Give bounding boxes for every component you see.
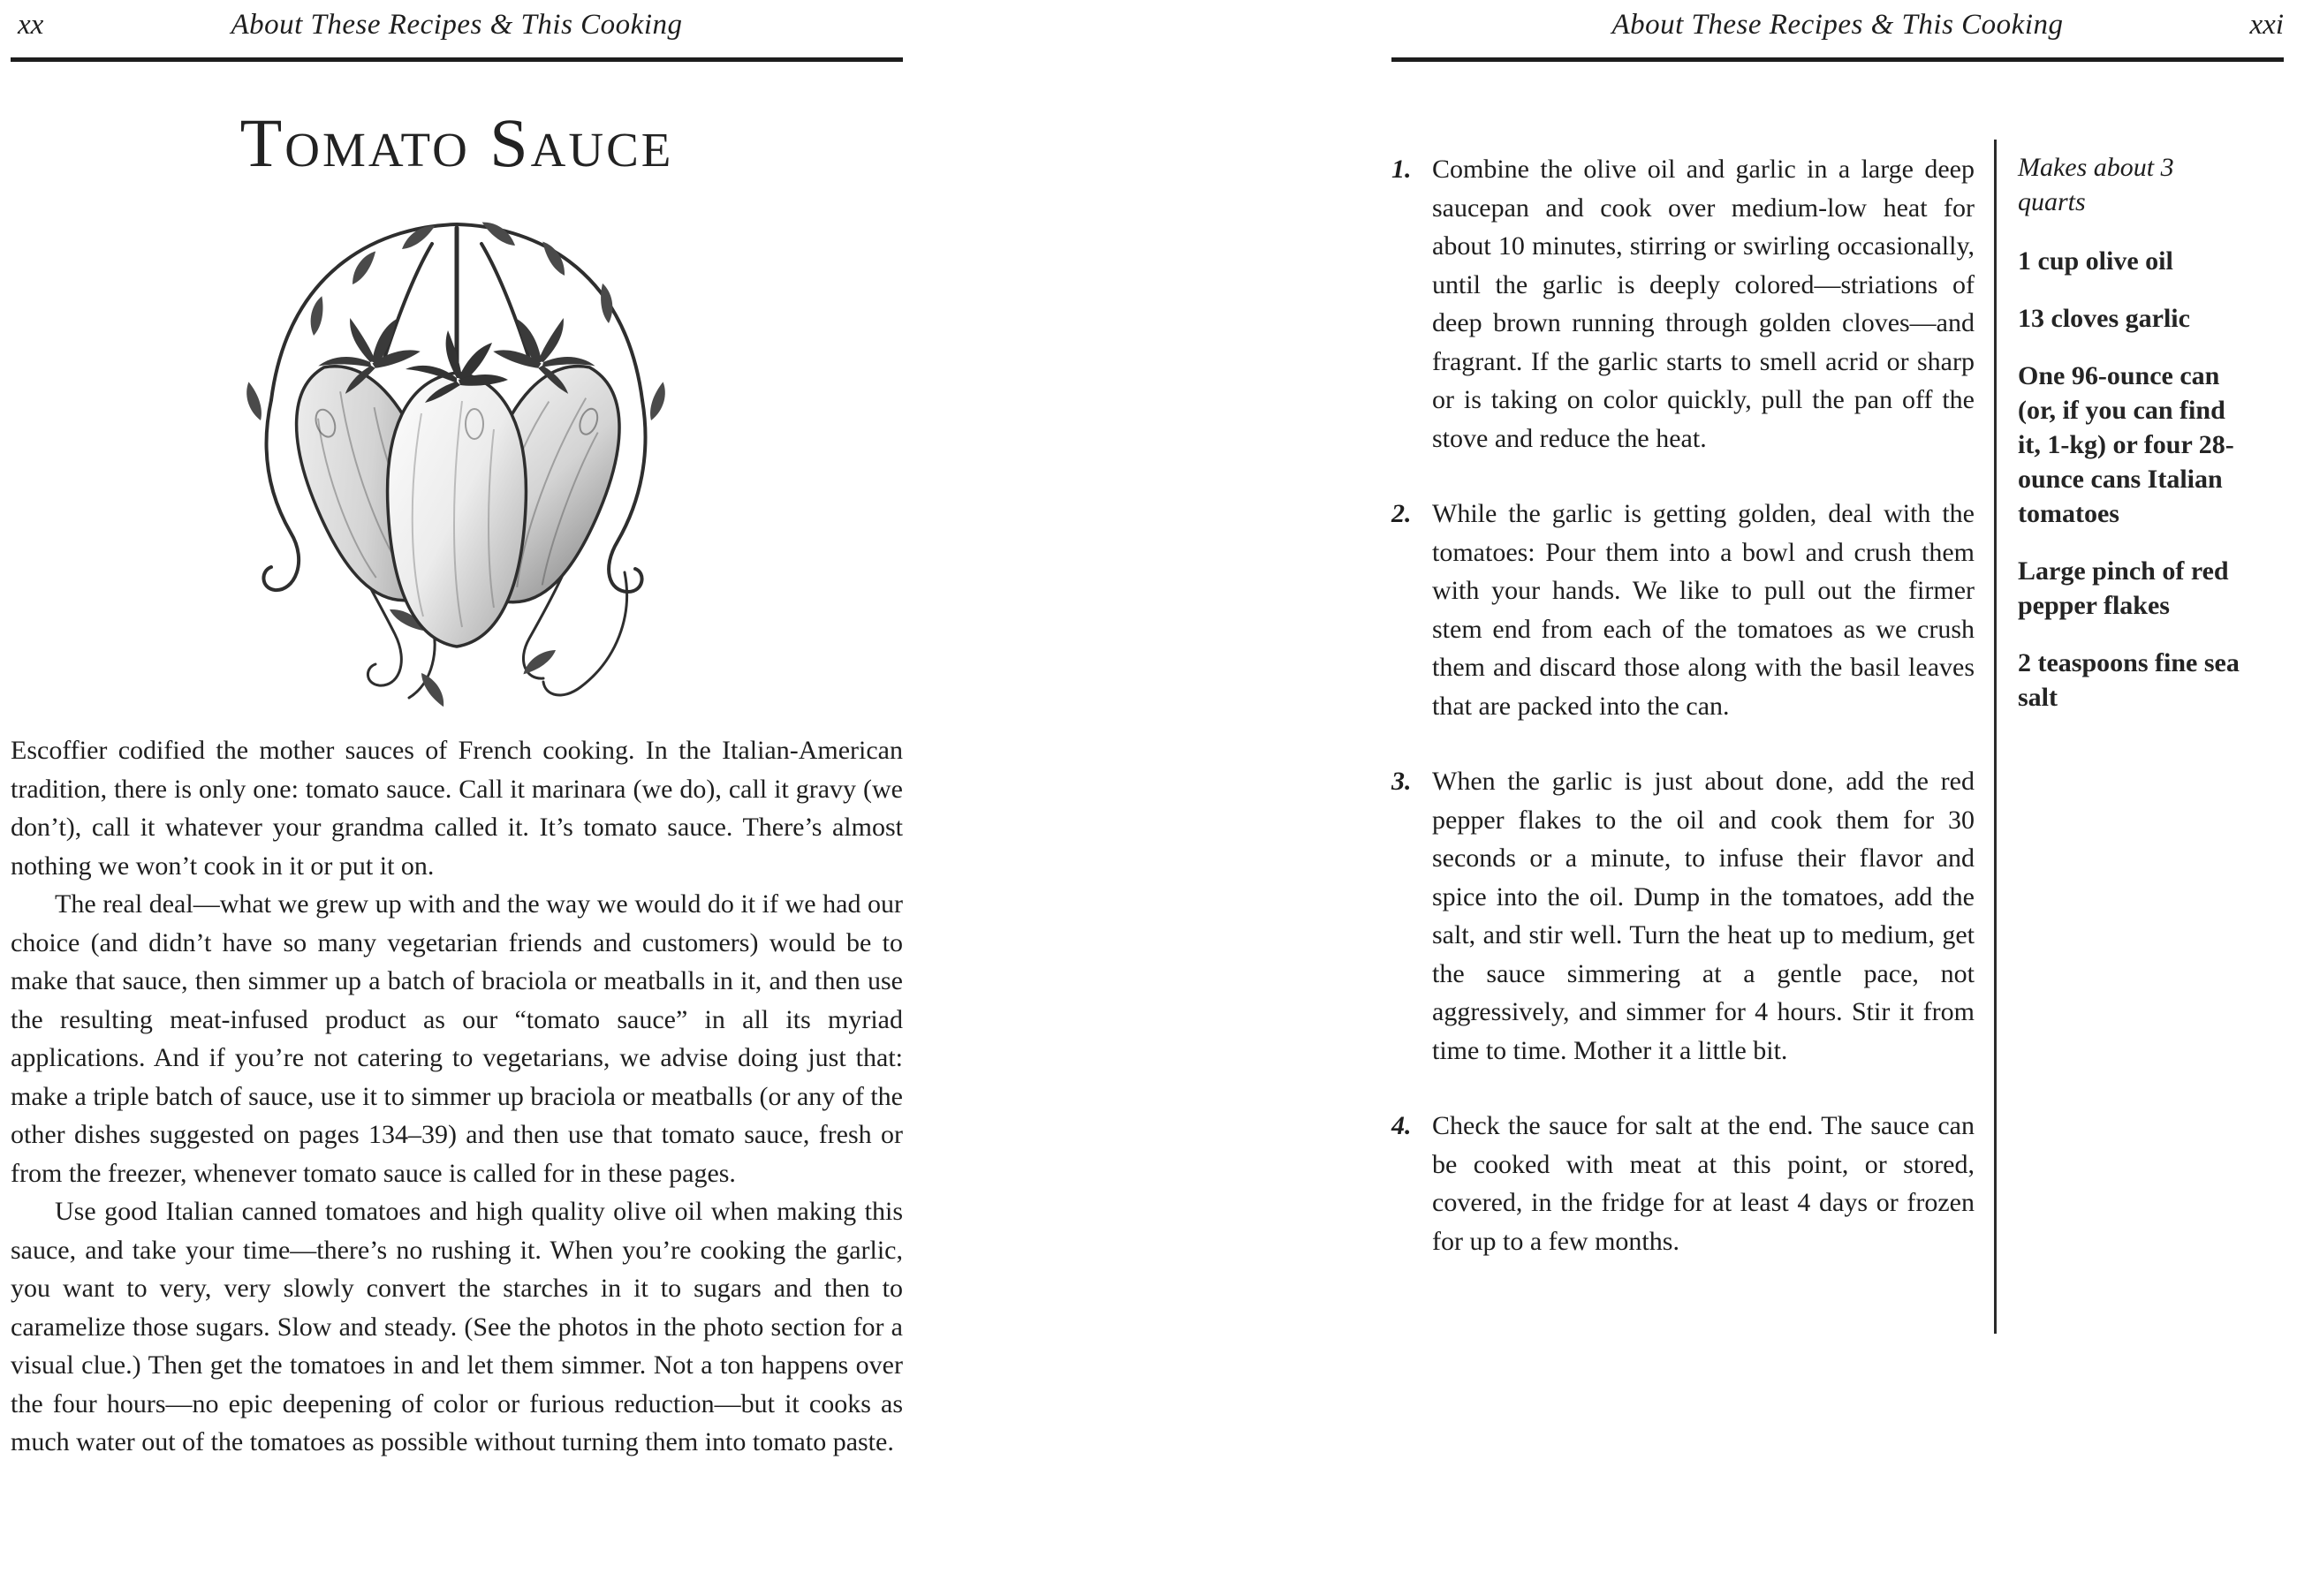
step-text: Combine the olive oil and garlic in a large deep saucepan and cook over medium-low heat for about 10 minutes, stirring or swirling occasionally, until the garlic is deeply colored—striations of deep brown running through golden cloves—and fragrant. If the garlic starts to smell acrid or sharp or is taking on color quickly, pull the pan off the stove and reduce the heat.: [1432, 155, 1975, 453]
step-number: 4.: [1391, 1111, 1412, 1140]
ingredients-divider-rule: [1994, 140, 1997, 1334]
step-text: When the garlic is just about done, add the red pepper flakes to the oil and cook them for 30 seconds or a minute, to infuse their flavor and spice into the oil. Dump in the tomatoes, add the salt, and stir well. Turn the heat up to medium, get the sauce simmering at a gentle pace, not aggressively, and simmer for 4 hours. Stir it from time to time. Mother it a little bit.: [1432, 767, 1975, 1065]
ingredient-sea-salt: 2 teaspoons fine sea salt: [2018, 648, 2240, 712]
right-page-number: xxi: [2249, 9, 2284, 41]
recipe-title: Tomato Sauce: [239, 104, 674, 181]
tomato-vine-illustration: [209, 193, 704, 722]
left-page-content: [11, 106, 903, 1462]
step-text: While the garlic is getting golden, deal with the tomatoes: Pour them into a bowl and crush them with your hands. We like to pull out the firmer stem end from each of the tomatoes as we crush them and discard those along with the basil leaves that are packed into the can.: [1432, 499, 1975, 721]
intro-text: [11, 731, 903, 1462]
ingredient-olive-oil: 1 cup olive oil: [2018, 246, 2173, 276]
page-left: [0, 0, 1148, 1596]
intro-paragraph-1: Escoffier codified the mother sauces of French cooking. In the Italian-American tradition, there is only one: tomato sauce. Call it marinara (we do), call it gravy (we don’t), call it whatever your grandma called it. It’s tomato sauce. There’s almost nothing we won’t cook in it or put it on.: [11, 736, 903, 881]
recipe-step-1: [1391, 150, 1975, 458]
intro-paragraph-3: Use good Italian canned tomatoes and high quality olive oil when making this sauce, and take your time—there’s no rushing it. When you’re cooking the garlic, you want to very, very slowly convert the starches in it to sugars and then to caramelize those sugars. Slow and steady. (See the photos in the photo section for a visual clue.) Then get the tomatoes in and let them simmer. Not a ton happens over the four hours—no epic deepening of color or furious reduction—but it cooks as much water out of the tomatoes as possible without turning them into tomato paste.: [11, 1197, 903, 1456]
ingredient-garlic: 13 cloves garlic: [2018, 304, 2190, 333]
left-page-header: [11, 0, 903, 62]
step-number: 3.: [1391, 767, 1412, 796]
left-running-header: About These Recipes & This Cooking: [231, 9, 683, 41]
left-page-number: xx: [18, 9, 44, 41]
recipe-steps: [1391, 140, 1975, 1334]
ingredient-red-pepper-flakes: Large pinch of red pepper flakes: [2018, 556, 2229, 620]
right-page-header: [1391, 0, 2284, 62]
intro-paragraph-2: The real deal—what we grew up with and the way we would do it if we had our choice (and didn’t have so many vegetarian friends and customers) would be to make that sauce, then simmer up a batch of braciola or meatballs in it, and then use the resulting meat-infused product as our “tomato sauce” in all its myriad applications. And if you’re not catering to vegetarians, we advise doing just that: make a triple batch of sauce, use it to simmer up braciola or meatballs (or any of the other dishes suggested on pages 134–39) and then use that tomato sauce, fresh or from the freezer, whenever tomato sauce is called for in these pages.: [11, 889, 903, 1188]
recipe-columns: [1391, 140, 2284, 1334]
right-running-header: About These Recipes & This Cooking: [1611, 9, 2064, 41]
ingredient-tomatoes: One 96-ounce can (or, if you can find it, 1-kg) or four 28-ounce cans Italian tomatoes: [2018, 361, 2234, 528]
step-number: 1.: [1391, 155, 1412, 184]
recipe-step-4: [1391, 1107, 1975, 1260]
page-right: [1148, 0, 2297, 1596]
ingredients-sidebar: [2018, 140, 2243, 1334]
recipe-yield: Makes about 3 quarts: [2018, 153, 2174, 216]
recipe-step-2: [1391, 495, 1975, 725]
recipe-step-3: [1391, 762, 1975, 1070]
step-text: Check the sauce for salt at the end. The sauce can be cooked with meat at this point, or stored, covered, in the fridge for at least 4 days or frozen for up to a few months.: [1432, 1111, 1975, 1256]
step-number: 2.: [1391, 499, 1412, 528]
